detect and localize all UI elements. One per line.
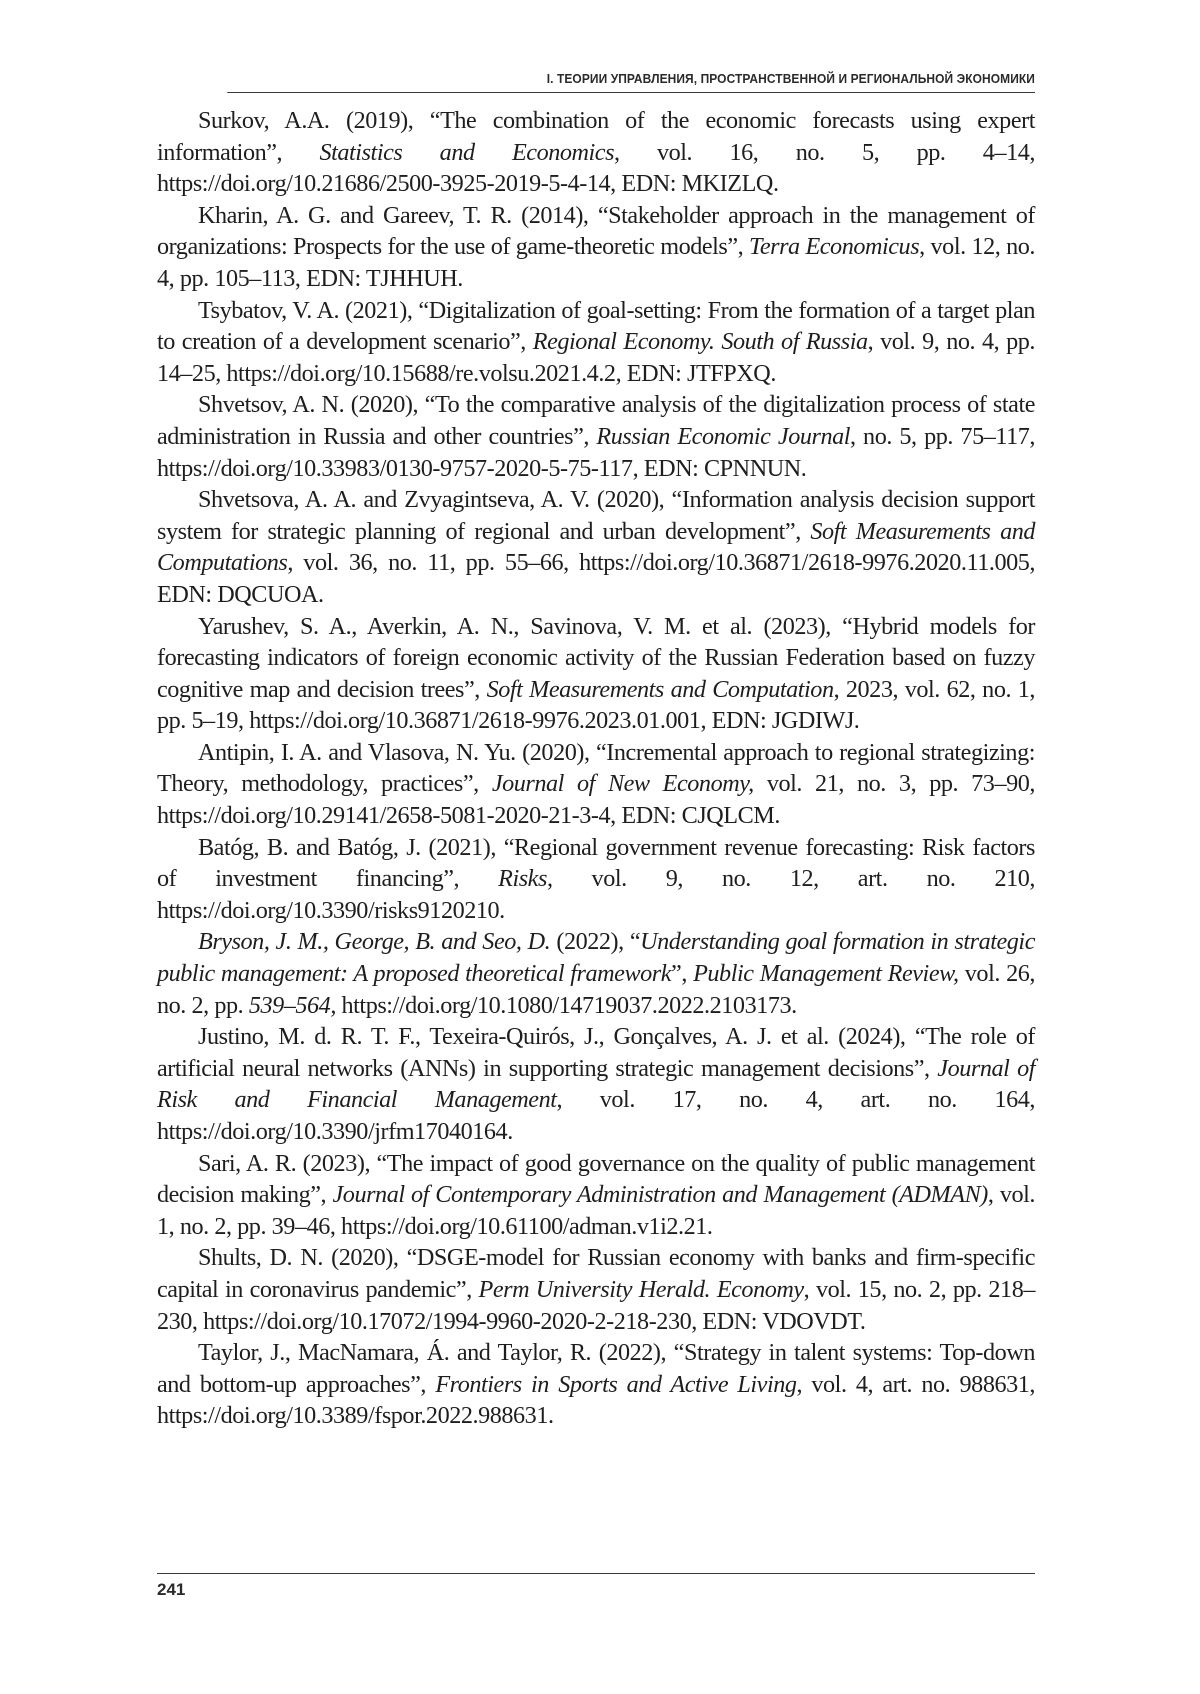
reference-authors: Bryson, J. M., George, B. and Seo, D. (198, 928, 551, 956)
journal-title: Perm University Herald. Economy (478, 1275, 804, 1303)
reference-text: Shults, D. N. (2020), “DSGE-model for Russian economy with banks and firm-specific capital in coronavirus pandemic”, (157, 1244, 1035, 1303)
journal-title: Russian Economic Journal (596, 422, 850, 450)
reference-details: , vol. 1, no. 2, pp. 39–46, https://doi.org/10.61100/adman.v1i2.21. (157, 1181, 1036, 1240)
reference-details: , no. 5, pp. 75–117, https://doi.org/10.33983/0130-9757-2020-5-75-117, EDN: CPNNUN. (157, 422, 1035, 482)
reference-details: , vol. 36, no. 11, pp. 55–66, https://doi.org/10.36871/2618-9976.2020.11.005, EDN: DQCUOA. (157, 549, 1035, 608)
reference-details: , vol. 16, no. 5, pp. 4–14, https://doi.org/10.21686/2500-3925-2019-5-4-14, EDN: MKIZLQ. (157, 138, 1035, 198)
journal-title: Journal of Risk and Financial Management (157, 1054, 1035, 1114)
reference-text: Shvetsov, A. N. (2020), “To the comparative analysis of the digitalization process of state administration in Russia and other countries”, (157, 391, 1035, 450)
reference-item (157, 926, 1035, 1021)
reference-item (157, 737, 1035, 832)
reference-item (157, 295, 1035, 390)
journal-title: Frontiers in Sports and Active Living (435, 1370, 797, 1398)
reference-item (157, 832, 1035, 927)
journal-title: Statistics and Economics (319, 138, 615, 166)
reference-punctuation: ”, (671, 960, 694, 988)
reference-text: Shvetsova, A. A. and Zvyagintseva, A. V. (2020), “Information analysis decision support system for strategic planning of regional and urban development”, (157, 486, 1035, 545)
reference-list (157, 105, 1035, 1432)
reference-item (157, 1021, 1035, 1147)
reference-text: Sari, A. R. (2023), “The impact of good governance on the quality of public management decision making”, (157, 1149, 1035, 1209)
reference-details: vol. 21, no. 3, pp. 73–90, https://doi.org/10.29141/2658-5081-2020-21-3-4, EDN: CJQLCM. (157, 770, 1035, 830)
journal-title: Journal of Contemporary Administration and Management (ADMAN) (332, 1181, 988, 1209)
reference-text: Justino, M. d. R. T. F., Texeira-Quirós, J., Gonçalves, A. J. et al. (2024), “The role of artificial neural networks (ANNs) in supporting strategic management decisions”, (157, 1023, 1035, 1082)
footer-rule (157, 1573, 1035, 1574)
journal-title: Public Management Review, (693, 960, 959, 988)
reference-details: vol. 26, no. 2, pp. (157, 960, 1036, 1019)
reference-details: , 2023, vol. 62, no. 1, pp. 5–19, https://doi.org/10.36871/2618-9976.2023.01.001, EDN: JGDIWJ. (157, 675, 1036, 735)
reference-item (157, 1148, 1035, 1243)
reference-details: , vol. 12, no. 4, pp. 105–113, EDN: TJHHUH. (157, 233, 1035, 292)
reference-text: Surkov, A.A. (2019), “The combination of the economic forecasts using expert information”, (157, 107, 1035, 166)
reference-details: , vol. 17, no. 4, art. no. 164, https://doi.org/10.3390/jrfm17040164. (157, 1086, 1036, 1145)
reference-text: Tsybatov, V. A. (2021), “Digitalization of goal-setting: From the formation of a target plan to creation of a development scenario”, (157, 296, 1035, 356)
reference-text: Kharin, A. G. and Gareev, T. R. (2014), “Stakeholder approach in the management of organizations: Prospects for the use of game-theoretic models”, (157, 201, 1035, 261)
reference-item (157, 1242, 1035, 1337)
journal-title: Terra Economicus (749, 233, 920, 261)
reference-item (157, 611, 1035, 737)
reference-details: , vol. 9, no. 12, art. no. 210, https://doi.org/10.3390/risks9120210. (157, 865, 1035, 924)
reference-details: , vol. 9, no. 4, pp. 14–25, https://doi.org/10.15688/re.volsu.2021.4.2, EDN: JTFPXQ. (157, 328, 1035, 387)
reference-details: , vol. 15, no. 2, pp. 218–230, https://doi.org/10.17072/1994-9960-2020-2-218-230, EDN: VDOVDT. (157, 1275, 1035, 1335)
reference-item (157, 105, 1035, 200)
reference-item (157, 1337, 1035, 1432)
reference-text: Yarushev, S. A., Averkin, A. N., Savinova, V. M. et al. (2023), “Hybrid models for forecasting indicators of foreign economic activity of the Russian Federation based on fuzzy cognitive map and decision trees”, (157, 612, 1035, 703)
reference-year: (2022), “ (550, 928, 641, 956)
running-header: I. ТЕОРИИ УПРАВЛЕНИЯ, ПРОСТРАНСТВЕННОЙ И РЕГИОНАЛЬНОЙ ЭКОНОМИКИ (227, 68, 1035, 93)
journal-title: Soft Measurements and Computations (157, 517, 1035, 577)
reference-text: Antipin, I. A. and Vlasova, N. Yu. (2020), “Incremental approach to regional strategizing: Theory, methodology, practices”, (157, 738, 1035, 798)
reference-item (157, 484, 1035, 610)
reference-doi: https://doi.org/10.1080/14719037.2022.2103173. (335, 991, 797, 1019)
reference-item (157, 389, 1035, 484)
article-title: Understanding goal formation in strategic public management: A proposed theoretical framework (157, 928, 1035, 988)
journal-title: Risks (498, 865, 547, 893)
reference-details: , vol. 4, art. no. 988631, https://doi.org/10.3389/fspor.2022.988631. (157, 1370, 1036, 1430)
reference-text: Batóg, B. and Batóg, J. (2021), “Regional government revenue forecasting: Risk factors of investment financing”, (157, 833, 1035, 893)
reference-item (157, 200, 1035, 295)
page-number: 241 (157, 1580, 186, 1599)
journal-title: Soft Measurements and Computation (486, 675, 834, 703)
reference-pages: 539–564, (248, 991, 336, 1019)
journal-title: Regional Economy. South of Russia (532, 328, 868, 356)
journal-title: Journal of New Economy, (491, 770, 754, 798)
reference-text: Taylor, J., MacNamara, Á. and Taylor, R. (2022), “Strategy in talent systems: Top-down and bottom-up approaches”, (157, 1339, 1035, 1398)
